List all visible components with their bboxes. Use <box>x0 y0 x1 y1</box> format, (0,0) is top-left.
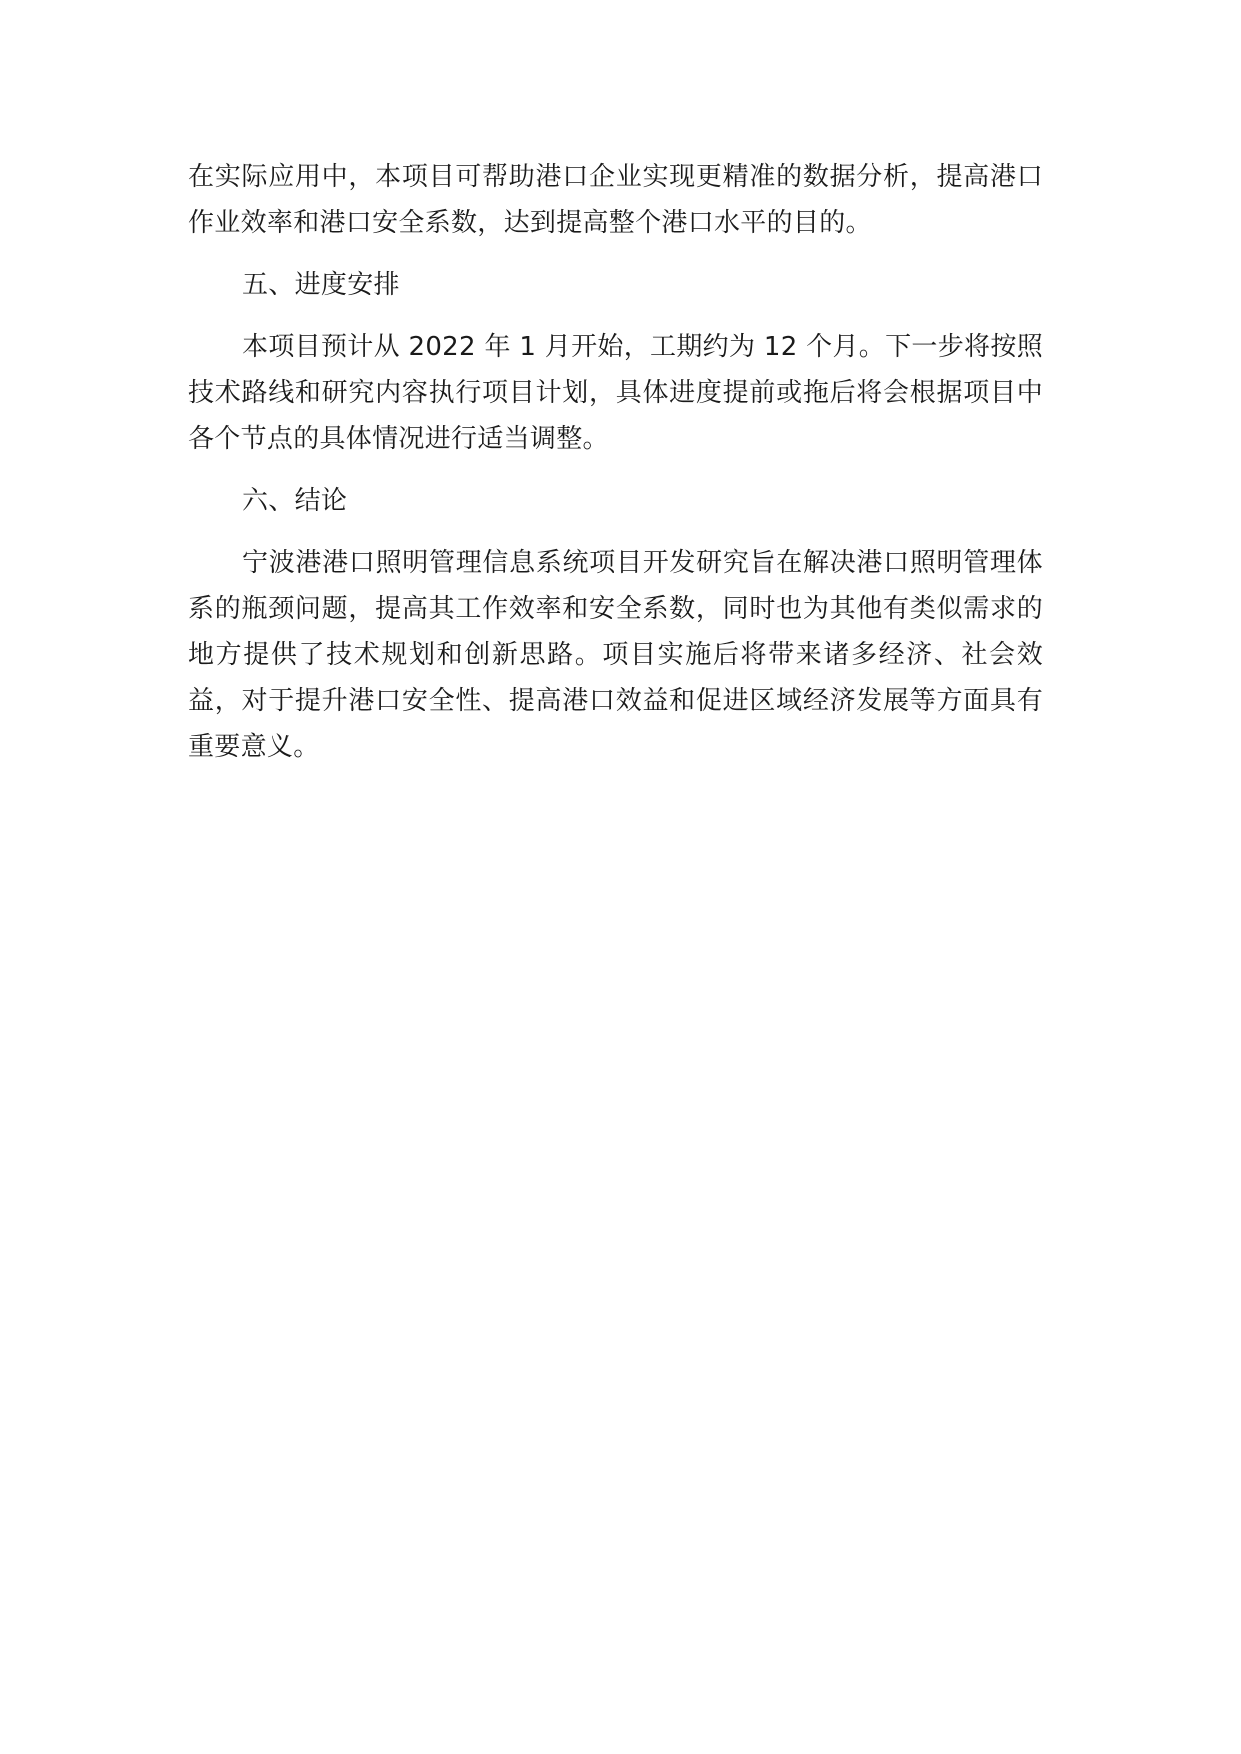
document-body <box>188 154 1043 770</box>
paragraph-conclusion: 宁波港港口照明管理信息系统项目开发研究旨在解决港口照明管理体系的瓶颈问题，提高其工作效率和安全系数，同时也为其他有类似需求的地方提供了技术规划和创新思路。项目实施后将带来诸多经济、社会效益，对于提升港口安全性、提高港口效益和促进区域经济发展等方面具有重要意义。 <box>188 548 1043 762</box>
section-heading-conclusion: 六、结论 <box>242 486 348 516</box>
paragraph-schedule: 本项目预计从 2022 年 1 月开始，工期约为 12 个月。下一步将按照技术路线和研究内容执行项目计划，具体进度提前或拖后将会根据项目中各个节点的具体情况进行适当调整。 <box>188 332 1043 454</box>
paragraph-application: 在实际应用中，本项目可帮助港口企业实现更精准的数据分析，提高港口作业效率和港口安全系数，达到提高整个港口水平的目的。 <box>188 162 1043 238</box>
section-heading-schedule: 五、进度安排 <box>242 270 400 300</box>
